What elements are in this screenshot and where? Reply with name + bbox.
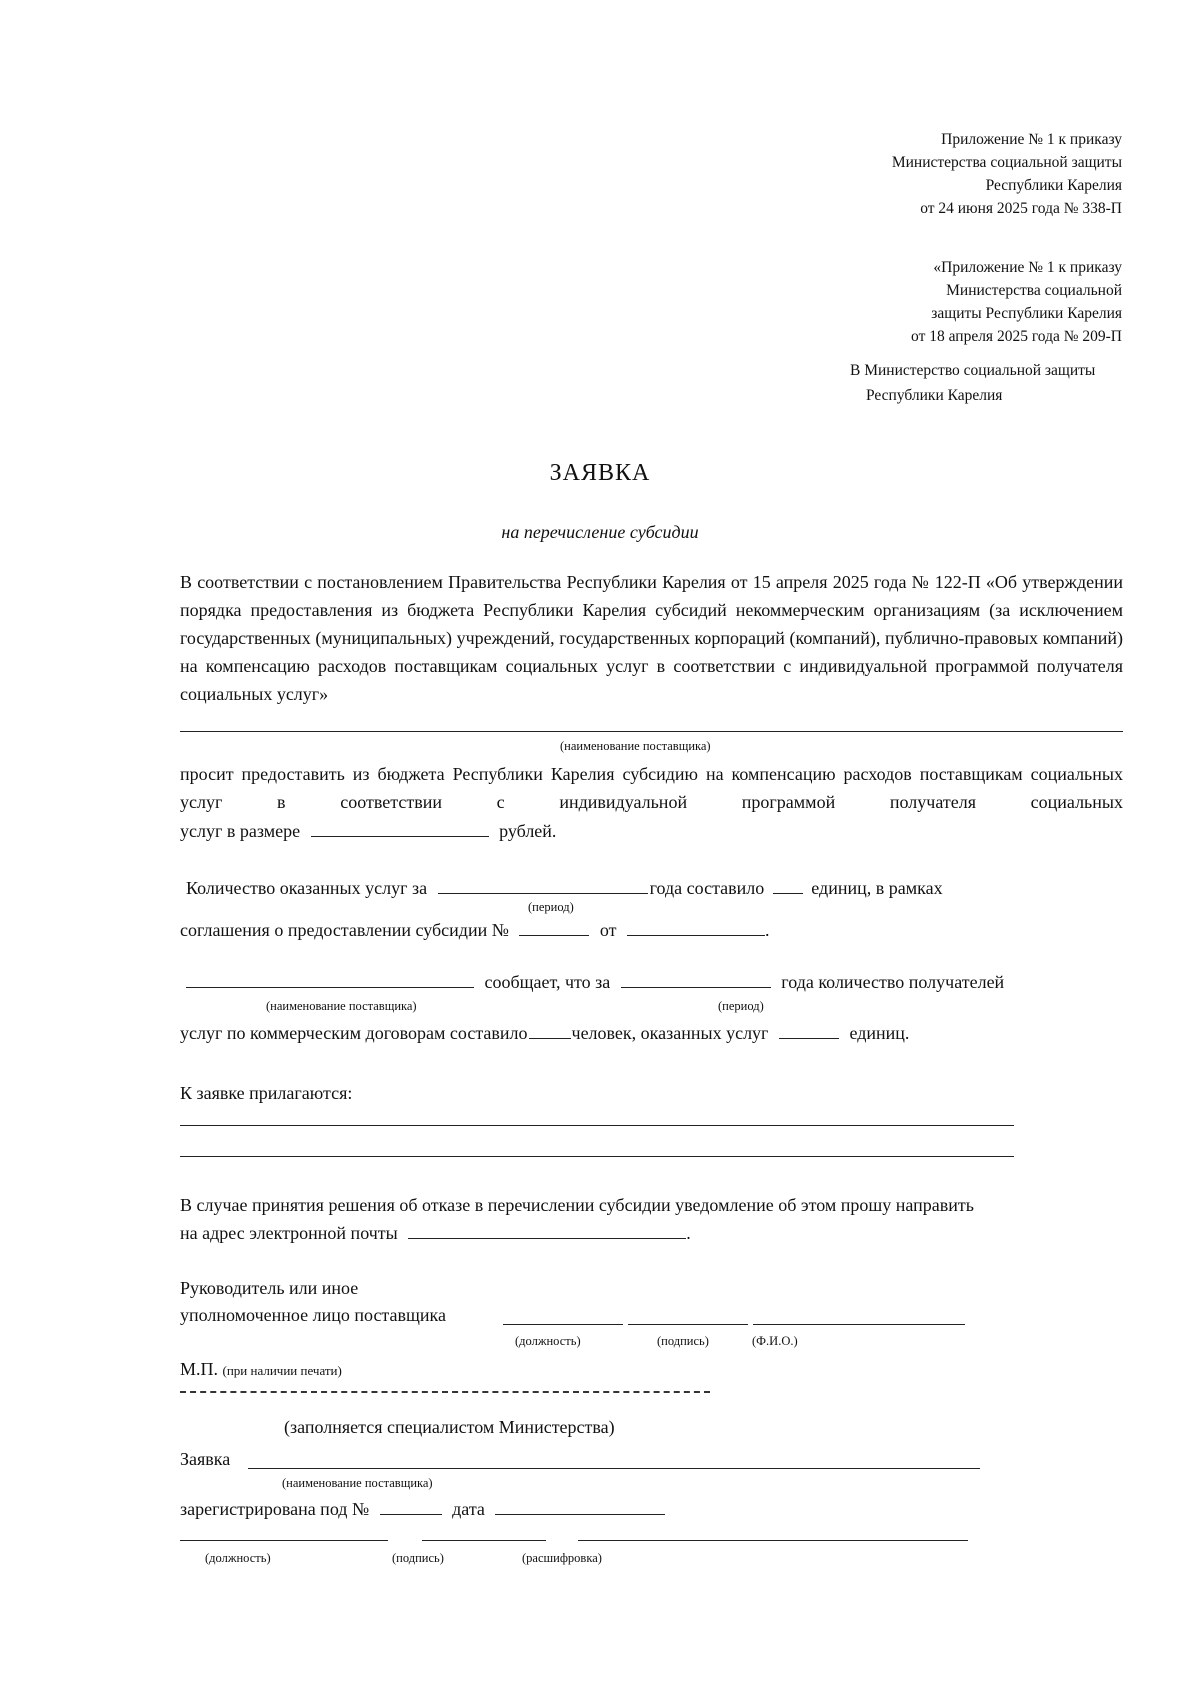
stamp-note: (при наличии печати)	[222, 1363, 342, 1378]
services-period-caption: (период)	[528, 900, 574, 914]
document-title: ЗАЯВКА	[549, 460, 651, 486]
request-paragraph: просит предоставить из бюджета Республики Карелия субсидию на компенсацию расходов поставщикам социальных услуг в соответствии с индивидуальной программой получателя социальных	[180, 764, 1123, 812]
ministry-application-row	[180, 1446, 230, 1472]
appendix-2-line: Министерства социальной	[946, 282, 1122, 299]
services-count-row	[186, 875, 943, 901]
appendix-2-line: защиты Республики Карелия	[931, 305, 1122, 322]
ministry-registration-number-field[interactable]	[380, 1496, 442, 1515]
services-units-label: единиц, в рамках	[811, 878, 943, 898]
stamp-label: М.П.	[180, 1359, 219, 1379]
ministry-note: (заполняется специалистом Министерства)	[284, 1417, 615, 1437]
commercial-units-label: единиц.	[849, 1023, 910, 1043]
refusal-email-label: на адрес электронной почты	[180, 1223, 398, 1243]
attachments-line-1[interactable]	[180, 1125, 1014, 1126]
ministry-signature-field[interactable]	[422, 1540, 546, 1541]
attachments-label: К заявке прилагаются:	[180, 1083, 353, 1103]
commercial-recipients-label: года количество получателей	[781, 972, 1005, 992]
refusal-end: .	[686, 1223, 691, 1243]
agreement-row	[180, 917, 770, 943]
services-period-field[interactable]	[438, 875, 648, 894]
signatory-position-field[interactable]	[503, 1324, 623, 1325]
request-amount-suffix: рублей.	[499, 821, 557, 841]
ministry-position-field[interactable]	[180, 1540, 388, 1541]
commercial-period-field[interactable]	[621, 969, 771, 988]
signatory-fio-field[interactable]	[753, 1324, 965, 1325]
services-count-label: Количество оказанных услуг за	[186, 878, 428, 898]
section-divider	[180, 1391, 710, 1393]
subsidy-amount-field[interactable]	[311, 818, 489, 837]
agreement-label: соглашения о предоставлении субсидии №	[180, 920, 509, 940]
signatory-signature-caption: (подпись)	[657, 1334, 709, 1348]
supplier-name-field[interactable]	[180, 731, 1123, 732]
appendix-2-line: от 18 апреля 2025 года № 209-П	[911, 328, 1122, 345]
ministry-supplier-field[interactable]	[248, 1468, 980, 1469]
appendix-2-line: «Приложение № 1 к приказу	[933, 259, 1122, 276]
ministry-signature-caption: (подпись)	[392, 1551, 444, 1565]
appendix-1-line: Приложение № 1 к приказу	[941, 131, 1122, 148]
commercial-people-label: человек, оказанных услуг	[571, 1023, 769, 1043]
agreement-date-field[interactable]	[627, 917, 765, 936]
commercial-row	[180, 969, 1004, 995]
commercial-result-label: услуг по коммерческим договорам составило	[180, 1023, 528, 1043]
appendix-1-line: от 24 июня 2025 года № 338-П	[920, 200, 1122, 217]
signatory-position-caption: (должность)	[515, 1334, 581, 1348]
address-line: Республики Карелия	[866, 387, 1003, 404]
commercial-supplier-field[interactable]	[186, 969, 474, 988]
signatory-line-2: уполномоченное лицо поставщика	[180, 1305, 446, 1325]
commercial-reports-label: сообщает, что за	[484, 972, 611, 992]
ministry-position-caption: (должность)	[205, 1551, 271, 1565]
ministry-registration-date-field[interactable]	[495, 1496, 665, 1515]
ministry-registered-label: зарегистрирована под №	[180, 1499, 370, 1519]
recipient-address	[850, 358, 1095, 408]
commercial-period-caption: (период)	[718, 999, 764, 1013]
appendix-1-line: Республики Карелия	[985, 177, 1122, 194]
intro-paragraph: В соответствии с постановлением Правительства Республики Карелия от 15 апреля 2025 года № 122-П «Об утверждении порядка предоставления из бюджета Республики Карелия субсидий некоммерческим организациям (за исключением государственных (муниципальных) учреждений, государственных корпораций (компаний), публично-правовых компаний) на компенсацию расходов поставщикам социальных услуг в соответствии с индивидуальной программой получателя социальных услуг»	[180, 572, 1123, 704]
appendix-1-line: Министерства социальной защиты	[891, 154, 1122, 171]
refusal-email-row	[180, 1220, 691, 1246]
attachments-line-2[interactable]	[180, 1156, 1014, 1157]
signatory-line-1: Руководитель или иное	[180, 1278, 359, 1298]
agreement-from-label: от	[599, 920, 617, 940]
request-amount-row	[180, 818, 556, 844]
refusal-email-field[interactable]	[408, 1220, 686, 1239]
commercial-people-field[interactable]	[529, 1020, 571, 1039]
appendix-1-header	[892, 128, 1122, 220]
commercial-services-field[interactable]	[779, 1020, 839, 1039]
stamp-row	[180, 1356, 342, 1384]
ministry-decoding-field[interactable]	[578, 1540, 968, 1541]
agreement-number-field[interactable]	[519, 917, 589, 936]
signatory-row	[180, 1302, 446, 1328]
ministry-date-label: дата	[452, 1499, 485, 1519]
services-count-field[interactable]	[773, 875, 803, 894]
document-subtitle: на перечисление субсидии	[501, 522, 699, 542]
address-line: В Министерство социальной защиты	[850, 362, 1096, 379]
commercial-result-row	[180, 1020, 909, 1046]
ministry-application-label: Заявка	[180, 1449, 231, 1469]
agreement-end: .	[765, 920, 770, 940]
refusal-paragraph: В случае принятия решения об отказе в перечислении субсидии уведомление об этом прошу направить	[180, 1195, 974, 1215]
commercial-supplier-caption: (наименование поставщика)	[266, 999, 417, 1013]
appendix-2-header	[911, 256, 1122, 348]
signatory-fio-caption: (Ф.И.О.)	[752, 1334, 798, 1348]
request-amount-prefix: услуг в размере	[180, 821, 301, 841]
ministry-supplier-caption: (наименование поставщика)	[282, 1476, 433, 1490]
signatory-signature-field[interactable]	[628, 1324, 748, 1325]
services-year-label: года составило	[649, 878, 765, 898]
ministry-registration-row	[180, 1496, 665, 1522]
ministry-decoding-caption: (расшифровка)	[522, 1551, 602, 1565]
supplier-name-caption: (наименование поставщика)	[560, 739, 711, 753]
